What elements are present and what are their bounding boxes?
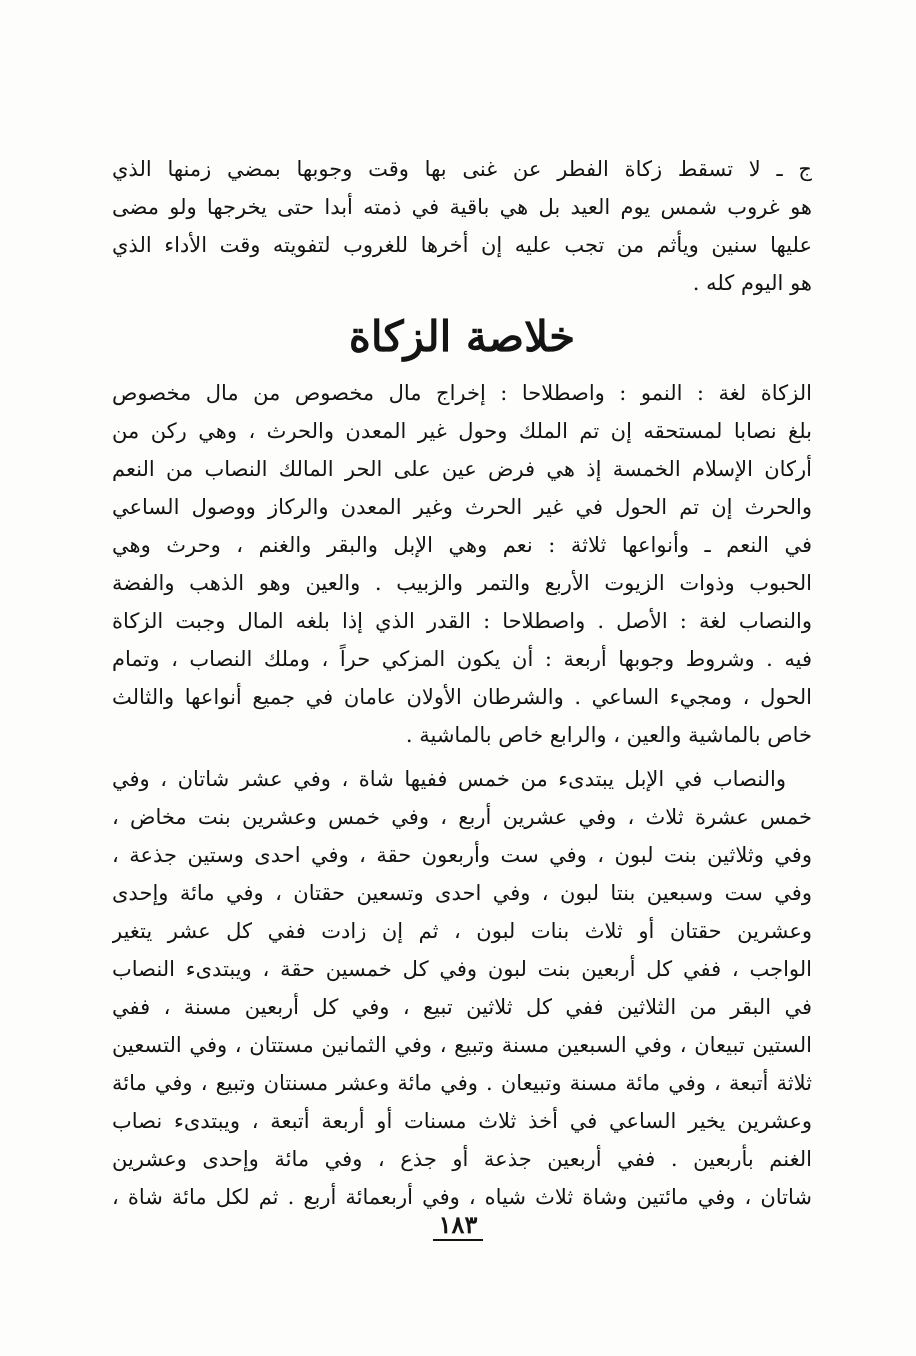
text-line: خمس عشرة ثلاث ، وفي عشرين أربع ، وفي خمس وعشرين بنت مخاض ، xyxy=(112,805,812,829)
text-line: بلغ نصابا لمستحقه إن تم الملك وحول غير المعدن والحرث ، وهي ركن من xyxy=(112,419,812,443)
text-line: في البقر من الثلاثين ففي كل ثلاثين تبيع ، وفي كل أربعين مسنة ، ففي xyxy=(112,995,812,1019)
text-line: ج ـ لا تسقط زكاة الفطر عن غنى بها وقت وجوبها بمضي زمنها الذي xyxy=(112,157,812,181)
page-number-text: ١٨٣ xyxy=(433,1210,484,1241)
text-line: هو اليوم كله . xyxy=(692,271,812,295)
text-line: الغنم بأربعين . ففي أربعين جذعة أو جذع ، وفي مائة وإحدى وعشرين xyxy=(112,1147,812,1171)
document-page xyxy=(112,150,812,1270)
text-line: هو غروب شمس يوم العيد بل هي باقية في ذمته أبدا حتى يخرجها ولو مضى xyxy=(112,195,812,219)
text-line: الستين تبيعان ، وفي السبعين مسنة وتبيع ، وفي الثمانين مستتان ، وفي التسعين xyxy=(112,1033,812,1057)
text-line: وعشرين يخير الساعي في أخذ ثلاث مسنات أو أربعة أتبعة ، ويبتدىء نصاب xyxy=(112,1109,812,1133)
text-line: ثلاثة أتبعة ، وفي مائة مسنة وتبيعان . وفي مائة وعشر مسنتان وتبيع ، وفي مائة xyxy=(112,1071,812,1095)
text-line: في النعم ـ وأنواعها ثلاثة : نعم وهي الإبل والبقر والغنم ، وحرث وهي xyxy=(112,533,812,557)
text-line: عليها سنين ويأثم من تجب عليه إن أخرها للغروب لتفويته وقت الأداء الذي xyxy=(112,233,812,257)
text-line: وفي وثلاثين بنت لبون ، وفي ست وأربعون حقة ، وفي احدى وستين جذعة ، xyxy=(112,843,812,867)
text-line: الواجب ، ففي كل أربعين بنت لبون وفي كل خمسين حقة ، ويبتدىء النصاب xyxy=(112,957,812,981)
section-heading: خلاصة الزكاة xyxy=(348,312,576,361)
text-line: الحول ، ومجيء الساعي . والشرطان الأولان عامان في جميع أنواعها والثالث xyxy=(112,685,812,709)
text-line: وفي ست وسبعين بنتا لبون ، وفي احدى وتسعين حقتان ، وفي مائة وإحدى xyxy=(112,881,812,905)
page-number xyxy=(0,1210,916,1239)
text-line: وعشرين حقتان أو ثلاث بنات لبون ، ثم إن زادت ففي كل عشر يتغير xyxy=(112,919,812,943)
text-line: أركان الإسلام الخمسة إذ هي فرض عين على الحر المالك النصاب من النعم xyxy=(112,457,812,481)
text-line: والنصاب لغة : الأصل . واصطلاحا : القدر الذي إذا بلغه المال وجبت الزكاة xyxy=(112,609,812,633)
text-line: والنصاب في الإبل يبتدىء من خمس ففيها شاة ، وفي عشر شاتان ، وفي xyxy=(112,767,786,791)
text-line: الزكاة لغة : النمو : واصطلاحا : إخراج مال مخصوص من مال مخصوص xyxy=(112,381,812,405)
answer-paragraph xyxy=(112,150,812,302)
text-line: الحبوب وذوات الزيوت الأربع والتمر والزبيب . والعين وهو الذهب والفضة xyxy=(112,571,812,595)
nisab-paragraph xyxy=(112,760,812,1216)
text-line: خاص بالماشية والعين ، والرابع خاص بالماشية . xyxy=(405,723,812,747)
text-line: والحرث إن تم الحول في غير الحرث وغير المعدن والركاز ووصول الساعي xyxy=(112,495,812,519)
text-line: شاتان ، وفي مائتين وشاة ثلاث شياه ، وفي أربعمائة أربع . ثم لكل مائة شاة ، xyxy=(112,1185,812,1209)
text-line: فيه . وشروط وجوبها أربعة : أن يكون المزكي حراً ، وملك النصاب ، وتمام xyxy=(112,647,812,671)
zakat-definition-paragraph xyxy=(112,374,812,754)
